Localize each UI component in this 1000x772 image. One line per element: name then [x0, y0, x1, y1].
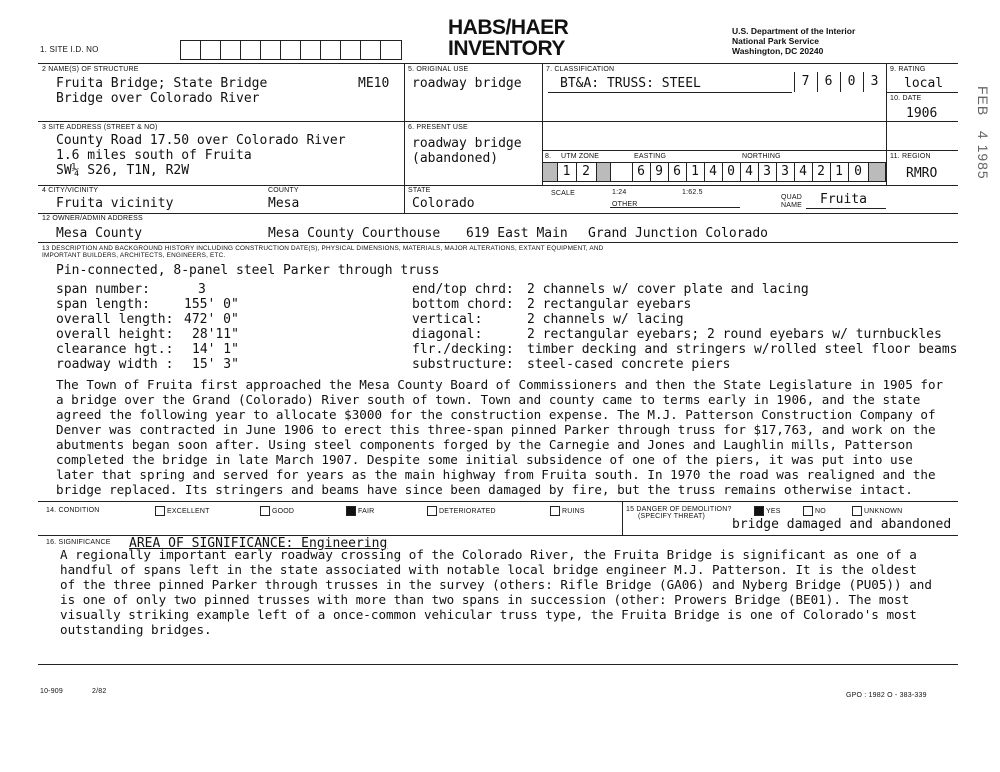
- rule-rating-date: [886, 92, 958, 93]
- agency-line-2: National Park Service: [732, 36, 819, 46]
- owner-street: 619 East Main: [466, 226, 568, 241]
- northing-digit: 1: [835, 164, 843, 179]
- history-line: abutments began soon after. Using steel components forged by the Carnegie and Jones and Laughlin mills, Patterson: [56, 437, 913, 452]
- spec-label: clearance hgt.:: [56, 342, 174, 357]
- history-line: Denver was contracted in June 1906 to erect this three-span pinned Parker through truss for $17,763, and work on the: [56, 422, 936, 437]
- history-line: completed the bridge in late March 1907. Despite some initial subsidence of one of the piers, it was put into use: [56, 452, 913, 467]
- county-label: COUNTY: [268, 187, 299, 194]
- history-line: bridge replaced. Its stringers and beams have since been damaged by fire, but the truss remains otherwise intact.: [56, 482, 913, 497]
- spec-value: 2 rectangular eyebars; 2 round eyebars w/ turnbuckles: [527, 327, 942, 342]
- danger-unknown-checkbox[interactable]: [852, 506, 862, 516]
- significance-line: outstanding bridges.: [60, 622, 212, 637]
- spec-value: 3: [198, 282, 206, 297]
- utm-number-label: 8.: [545, 153, 552, 160]
- rule-row3: [38, 185, 958, 186]
- northing-digit: 0: [854, 164, 862, 179]
- owner-address: Mesa County Courthouse: [268, 226, 441, 241]
- county-value: Mesa: [268, 196, 300, 211]
- quad-value: Fruita: [820, 192, 867, 207]
- easting-digit: 4: [709, 164, 717, 179]
- danger-label-1: 15 DANGER OF DEMOLITION?: [626, 506, 732, 513]
- spec-label: substructure:: [412, 357, 514, 372]
- significance-label: 16. SIGNIFICANCE: [46, 539, 111, 546]
- northing-label: NORTHING: [742, 153, 781, 160]
- rating-label: 9. RATING: [890, 66, 926, 73]
- excellent-checkbox[interactable]: [155, 506, 165, 516]
- state-value: Colorado: [412, 196, 475, 211]
- danger-no-label: NO: [815, 508, 826, 515]
- history-line: agreed the following year to allocate $3000 for the construction expense. The M.J. Patterson Construction Company of: [56, 407, 936, 422]
- names-label: 2 NAME(S) OF STRUCTURE: [42, 66, 139, 73]
- easting-digit: 6: [673, 164, 681, 179]
- form-date: 2/82: [92, 688, 107, 695]
- rule-top: [38, 63, 958, 64]
- danger-unknown-label: UNKNOWN: [864, 508, 903, 515]
- danger-yes-label: YES: [766, 508, 781, 515]
- rating-value: local: [904, 76, 944, 91]
- spec-label: overall length:: [56, 312, 174, 327]
- spec-label: span number:: [56, 282, 150, 297]
- present-use-line-1: roadway bridge: [412, 136, 522, 151]
- easting-digit: 0: [727, 164, 735, 179]
- good-label: GOOD: [272, 508, 295, 515]
- fair-checkbox[interactable]: [346, 506, 356, 516]
- address-line-3: SW¼ S26, T1N, R2W: [56, 163, 190, 178]
- spec-value: 472' 0": [184, 312, 239, 327]
- gpo-line: GPO : 1982 O - 383-339: [846, 692, 927, 699]
- form-title-1: HABS/HAER: [448, 16, 569, 39]
- description-label-2: IMPORTANT BUILDERS, ARCHITECTS, ENGINEERS, ETC.: [42, 252, 226, 259]
- ruins-label: RUINS: [562, 508, 585, 515]
- region-value: RMRO: [906, 166, 938, 181]
- utm-boxes: [542, 162, 886, 182]
- history-line: The Town of Fruita first approached the Mesa County Board of Commissioners and then the State Legislature in 1905 for: [56, 377, 944, 392]
- northing-digit: 2: [817, 164, 825, 179]
- present-use-line-2: (abandoned): [412, 151, 499, 166]
- easting-digit: 9: [655, 164, 663, 179]
- stamp-text: FEB 4 1985: [975, 86, 991, 180]
- class-digit: 3: [870, 74, 879, 89]
- northing-digit: 4: [799, 164, 807, 179]
- rule-row6: [38, 501, 958, 502]
- name-code: ME10: [358, 76, 390, 91]
- history-line: a bridge over the Grand (Colorado) River south of town. Town and county came to terms early in 1906, and the state: [56, 392, 921, 407]
- present-use-label: 6. PRESENT USE: [408, 124, 468, 131]
- danger-yes-checkbox[interactable]: [754, 506, 764, 516]
- name-line-2: Bridge over Colorado River: [56, 91, 260, 106]
- classification-value: BT&A: TRUSS: STEEL: [560, 76, 701, 91]
- utm-zone-digit: 2: [582, 164, 590, 179]
- city-value: Fruita vicinity: [56, 196, 174, 211]
- significance-line: visually striking example left of a once-common vehicular truss type, the Fruita Bridge is one of Colorado's most: [60, 607, 917, 622]
- easting-label: EASTING: [634, 153, 667, 160]
- spec-label: bottom chord:: [412, 297, 514, 312]
- owner-name: Mesa County: [56, 226, 143, 241]
- danger-label-2: (SPECIFY THREAT): [638, 513, 705, 520]
- original-use-value: roadway bridge: [412, 76, 522, 91]
- fair-label: FAIR: [358, 508, 375, 515]
- class-digit-boxes: [794, 72, 886, 92]
- good-checkbox[interactable]: [260, 506, 270, 516]
- rule-utm: [542, 150, 886, 151]
- rule-region: [886, 150, 958, 151]
- received-stamp: [968, 86, 991, 198]
- rule-row5: [38, 242, 958, 243]
- scale-b-label: 1:62.5: [682, 189, 703, 196]
- ruins-checkbox[interactable]: [550, 506, 560, 516]
- rule-bottom: [38, 664, 958, 665]
- spec-value: 2 channels w/ lacing: [527, 312, 684, 327]
- quad-underline: [806, 208, 886, 209]
- date-label: 10. DATE: [890, 95, 922, 102]
- address-line-1: County Road 17.50 over Colorado River: [56, 133, 346, 148]
- scale-a-label: 1:24: [612, 189, 627, 196]
- description-headline: Pin-connected, 8-panel steel Parker through truss: [56, 263, 440, 278]
- name-line-1: Fruita Bridge; State Bridge: [56, 76, 268, 91]
- site-id-boxes: [180, 40, 402, 60]
- significance-heading: AREA OF SIGNIFICANCE: Engineering: [129, 536, 388, 551]
- spec-value: 15' 3": [192, 357, 239, 372]
- city-label: 4 CITY/VICINITY: [42, 187, 99, 194]
- spec-value: timber decking and stringers w/rolled steel floor beams: [527, 342, 958, 357]
- danger-no-checkbox[interactable]: [803, 506, 813, 516]
- spec-label: diagonal:: [412, 327, 483, 342]
- quad-label-1: QUAD: [781, 194, 803, 201]
- owner-city: Grand Junction Colorado: [588, 226, 769, 241]
- significance-line: of the three pinned Parker through trusses in the survey (others: Rifle Bridge (GA06) and Nyberg Bridge (PU05)) and: [60, 577, 932, 592]
- spec-value: 2 rectangular eyebars: [527, 297, 692, 312]
- original-use-label: 5. ORIGINAL USE: [408, 66, 469, 73]
- owner-label: 12 OWNER/ADMIN ADDRESS: [42, 215, 143, 222]
- class-digit: 6: [824, 74, 833, 89]
- class-digit: 0: [847, 74, 856, 89]
- site-address-label: 3 SITE ADDRESS (STREET & NO): [42, 124, 158, 131]
- spec-label: vertical:: [412, 312, 483, 327]
- history-line: later that spring and served for years as the main highway from Fruita south. In 1970 the road was realigned and the: [56, 467, 936, 482]
- significance-line: handful of spans left in the state associated with notable local bridge engineer M.J. Patterson. It is the oldest: [60, 562, 917, 577]
- spec-value: 2 channels w/ cover plate and lacing: [527, 282, 809, 297]
- classification-label: 7. CLASSIFICATION: [546, 66, 615, 73]
- divider-col3: [886, 63, 887, 185]
- scale-label: SCALE: [551, 190, 575, 197]
- class-digit: 7: [801, 74, 810, 89]
- northing-digit: 4: [745, 164, 753, 179]
- easting-digit: 1: [691, 164, 699, 179]
- significance-line: A regionally important early roadway crossing of the Colorado River, the Fruita Bridge is significant as one of a: [60, 547, 917, 562]
- spec-label: overall height:: [56, 327, 174, 342]
- region-label: 11. REGION: [890, 153, 931, 160]
- significance-line: is one of only two pinned trusses with more than two spans in succession (other: Prowers Bridge (BE01). The most: [60, 592, 910, 607]
- excellent-label: EXCELLENT: [167, 508, 210, 515]
- utm-zone-digit: 1: [562, 164, 571, 179]
- rule-row4: [38, 213, 958, 214]
- agency-line-3: Washington, DC 20240: [732, 46, 824, 56]
- agency-line-1: U.S. Department of the Interior: [732, 26, 856, 36]
- easting-digit: 6: [637, 164, 645, 179]
- form-number: 10-909: [40, 688, 63, 695]
- condition-label: 14. CONDITION: [46, 507, 100, 514]
- divider-col1: [404, 63, 405, 213]
- spec-label: end/top chrd:: [412, 282, 514, 297]
- quad-label-2: NAME: [781, 202, 803, 209]
- northing-digit: 3: [781, 164, 789, 179]
- spec-value: 155' 0": [184, 297, 239, 312]
- northing-digit: 3: [763, 164, 771, 179]
- divider-condition: [622, 501, 623, 535]
- spec-label: roadway width :: [56, 357, 174, 372]
- spec-value: 14' 1": [192, 342, 239, 357]
- classification-rule: [548, 121, 886, 122]
- classification-underline: [548, 92, 792, 93]
- address-line-2: 1.6 miles south of Fruita: [56, 148, 252, 163]
- description-label-1: 13 DESCRIPTION AND BACKGROUND HISTORY INCLUDING CONSTRUCTION DATE(S), PHYSICAL DIMENSIONS, MATERIALS, MAJOR ALTERATIONS, EXTANT EQUIPMENT, AND: [42, 245, 604, 252]
- spec-label: flr./decking:: [412, 342, 514, 357]
- other-label: OTHER: [612, 201, 638, 208]
- spec-label: span length:: [56, 297, 150, 312]
- deteriorated-checkbox[interactable]: [427, 506, 437, 516]
- spec-value: 28'11": [192, 327, 239, 342]
- form-title-2: INVENTORY: [448, 37, 565, 60]
- utm-zone-label: UTM ZONE: [561, 153, 600, 160]
- date-value: 1906: [906, 106, 938, 121]
- threat-value: bridge damaged and abandoned: [732, 517, 952, 532]
- deteriorated-label: DETERIORATED: [439, 508, 496, 515]
- state-label: STATE: [408, 187, 431, 194]
- site-id-label: 1. SITE I.D. NO: [40, 45, 99, 54]
- spec-value: steel-cased concrete piers: [527, 357, 731, 372]
